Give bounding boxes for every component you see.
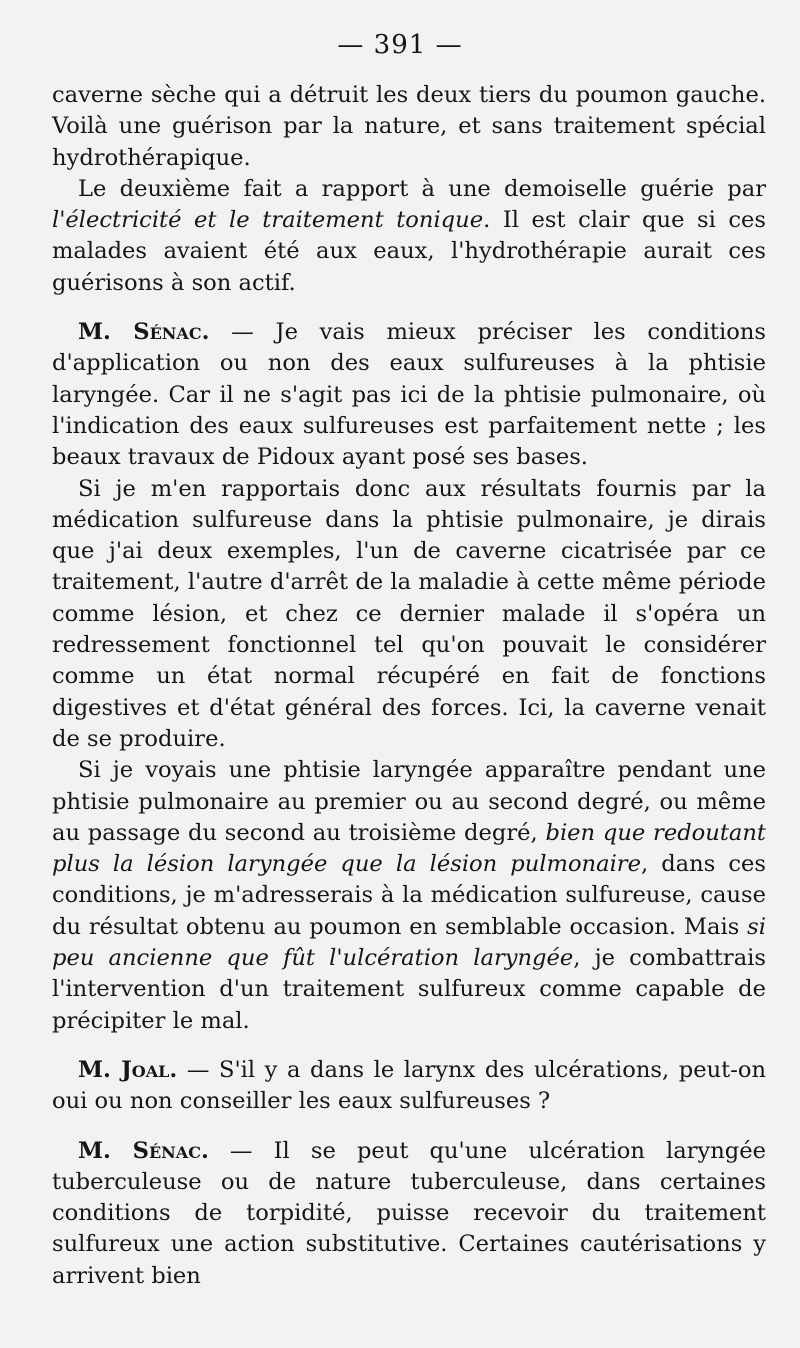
page-number: — 391 — xyxy=(337,30,463,60)
italic-phrase: l'électricité et le traitement tonique xyxy=(52,207,484,234)
dialogue-senac-2 xyxy=(52,1136,766,1292)
page-body xyxy=(52,80,766,1292)
paragraph-text: , je combattrais l'intervention d'un traitement sulfureux comme capable de précipiter le mal. xyxy=(52,945,766,1034)
italic-phrase: si peu ancienne que fût l'ulcération laryngée xyxy=(52,913,766,972)
paragraph-continuation xyxy=(52,80,766,174)
dialogue-joal xyxy=(52,1055,766,1118)
paragraph-text: Le deuxième fait a rapport à une demoiselle guérie par xyxy=(78,175,766,202)
paragraph-text: , dans ces conditions, je m'adresserais à la médication sulfureuse, cause du résultat obtenu au poumon en semblable occasion. Mais xyxy=(52,851,766,940)
paragraph-text: — S'il y a dans le larynx des ulcérations, peut-on oui ou non conseiller les eaux sulfureuses ? xyxy=(52,1056,766,1115)
paragraph-second-case xyxy=(52,174,766,299)
paragraph-text: — Je vais mieux préciser les conditions d'application ou non des eaux sulfureuses à la phtisie laryngée. Car il ne s'agit pas ici de la phtisie pulmonaire, où l'indication des eaux sulfureuses est parfaitement nette ; les beaux travaux de Pidoux ayant posé ses bases. xyxy=(52,319,766,471)
dialogue-senac-1 xyxy=(52,317,766,473)
paragraph-text: Si je m'en rapportais donc aux résultats fournis par la médication sulfureuse dans la phtisie pulmonaire, je dirais que j'ai deux exemples, l'un de caverne cicatrisée par ce traitement, l'autre d'arrêt de la maladie à cette même période comme lésion, et chez ce dernier malade il s'opéra un redressement fonctionnel tel qu'on pouvait le considérer comme un état normal récupéré en fait de fonctions digestives et d'état général des forces. Ici, la caverne venait de se produire. xyxy=(52,475,766,752)
paragraph-text: . Il est clair que si ces malades avaient été aux eaux, l'hydrothérapie aurait ces guérisons à son actif. xyxy=(52,207,766,296)
paragraph-text: Si je voyais une phtisie laryngée apparaître pendant une phtisie pulmonaire au premier ou au second degré, ou même au passage du second au troisième degré, xyxy=(52,757,766,846)
paragraph-results xyxy=(52,474,766,756)
italic-phrase: bien que redoutant plus la lésion laryngée que la lésion pulmonaire xyxy=(52,819,766,878)
paragraph-laryngeal xyxy=(52,755,766,1037)
paragraph-text: caverne sèche qui a détruit les deux tiers du poumon gauche. Voilà une guérison par la nature, et sans traitement spécial hydrothérapique. xyxy=(52,82,766,171)
speaker-name: M. Joal. xyxy=(78,1056,178,1083)
speaker-name: M. Sénac. xyxy=(78,1137,209,1164)
paragraph-text: — Il se peut qu'une ulcération laryngée tuberculeuse ou de nature tuberculeuse, dans certaines conditions de torpidité, puisse recevoir du traitement sulfureux une action substitutive. Certaines cautérisations y arrivent bien xyxy=(52,1137,766,1289)
speaker-name: M. Sénac. xyxy=(78,319,210,346)
